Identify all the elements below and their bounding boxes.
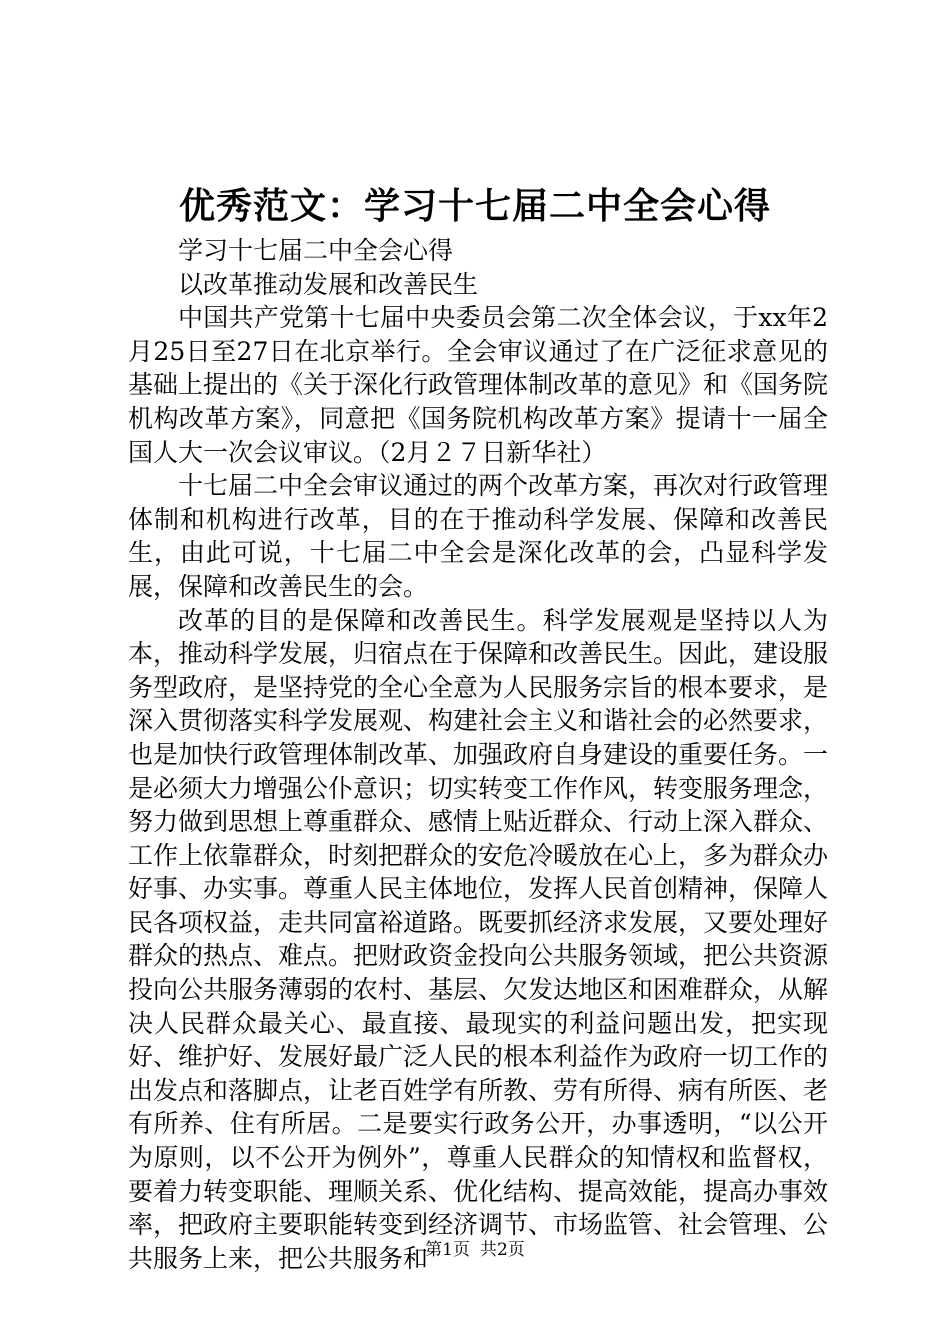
paragraph: 改革的目的是保障和改善民生。科学发展观是坚持以人为本，推动科学发展，归宿点在于保障和改善民生。因此，建设服务型政府，是坚持党的全心全意为人民服务宗旨的根本要求，是深入贯彻落实科学发展观、构建社会主义和谐社会的必然要求，也是加快行政管理体制改革、加强政府自身建设的重要任务。一是必须大力增强公仆意识；切实转变工作作风，转变服务理念，努力做到思想上尊重群众、感情上贴近群众、行动上深入群众、工作上依靠群众，时刻把群众的安危冷暖放在心上，多为群众办好事、办实事。尊重人民主体地位，发挥人民首创精神，保障人民各项权益，走共同富裕道路。既要抓经济求发展，又要处理好群众的热点、难点。把财政资金投向公共服务领域，把公共资源投向公共服务薄弱的农村、基层、欠发达地区和困难群众，从解决人民群众最关心、最直接、最现实的利益问题出发，把实现好、维护好、发展好最广泛人民的根本利益作为政府一切工作的出发点和落脚点，让老百姓学有所教、劳有所得、病有所医、老有所养、住有所居。二是要实行政务公开，办事透明，“以公开为原则，以不公开为例外”，尊重人民群众的知情权和监督权，要着力转变职能、理顺关系、优化结构、提高效能，提高办事效率，把政府主要职能转变到经济调节、市场监管、社会管理、公共服务上来，把公共服务和 (128, 605, 829, 1273)
document-title: 优秀范文：学习十七届二中全会心得 (178, 186, 771, 227)
paragraph-subtitle: 学习十七届二中全会心得 (178, 236, 454, 265)
page-total: 共2页 (480, 1240, 525, 1260)
page-number: 第1页 (425, 1240, 470, 1260)
document-body (128, 234, 828, 1275)
paragraph: 十七届二中全会审议通过的两个改革方案，再次对行政管理体制和机构进行改革，目的在于推动科学发展、保障和改善民生，由此可说，十七届二中全会是深化改革的会，凸显科学发展，保障和改善民生的会。 (128, 471, 829, 601)
page-footer (0, 1238, 950, 1262)
paragraph: 中国共产党第十七届中央委员会第二次全体会议，于xx年2月25日至27日在北京举行。全会审议通过了在广泛征求意见的基础上提出的《关于深化行政管理体制改革的意见》和《国务院机构改革方案》，同意把《国务院机构改革方案》提请十一届全国人大一次会议审议。（2月２７日新华社） (128, 303, 829, 467)
paragraph-theme: 以改革推动发展和改善民生 (178, 269, 479, 299)
